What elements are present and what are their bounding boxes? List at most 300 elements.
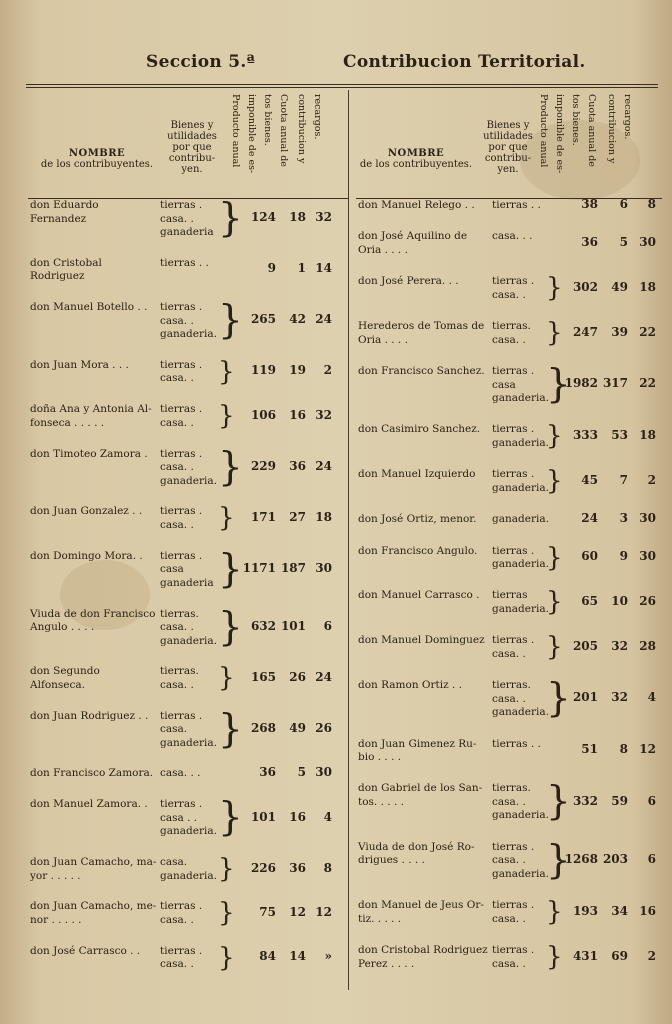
property-item: tierras .: [492, 423, 535, 436]
property-item: tierras .: [160, 199, 203, 211]
cuota-reales: 6: [647, 793, 656, 808]
table-row: [356, 899, 662, 944]
cuota-reales: 2: [323, 363, 332, 378]
producto-value: 1171: [242, 560, 276, 575]
cuota-escudos: 7: [619, 472, 628, 487]
cuota-escudos: 101: [280, 618, 306, 633]
property-item: ganaderia.: [160, 634, 217, 647]
cuota-escudos: 1: [297, 261, 306, 276]
producto-value: 268: [250, 720, 276, 735]
table-row: [356, 837, 662, 899]
property-items: [160, 710, 218, 751]
column-divider: [348, 90, 349, 990]
cuota-reales: 32: [315, 407, 332, 422]
cuota-reales: 30: [639, 234, 656, 249]
cuota-header-line: Cuota anual de: [586, 94, 597, 167]
contributor-name: don Manuel Zamora. .: [30, 798, 148, 811]
contributor-name: Viuda de don Francisco Angulo . . . .: [30, 607, 156, 633]
brace-icon: }: [218, 898, 235, 929]
property-item: tierras .: [492, 544, 535, 557]
producto-value: 229: [250, 458, 276, 473]
brace-icon: }: [218, 795, 243, 841]
producto-value: 101: [250, 809, 276, 824]
property-item: casa. .: [160, 416, 194, 429]
bienes-column-header: Bienes y utilidades por que contribu-yen.: [167, 120, 217, 175]
property-item: tierras.: [492, 320, 531, 333]
page-header: [0, 46, 672, 82]
contributor-name: don Juan Mora . . .: [30, 358, 129, 371]
property-item: ganaderia: [160, 576, 214, 589]
property-items: [160, 798, 218, 839]
brace-icon: }: [546, 542, 563, 573]
contributor-name: don Manuel Izquierdo: [358, 468, 476, 481]
table-row: [356, 320, 662, 365]
producto-header-line: imponible de es-: [554, 94, 565, 174]
brace-icon: }: [218, 444, 243, 490]
name-header-title: NOMBRE: [387, 148, 445, 159]
producto-value: 205: [572, 638, 598, 653]
cuota-escudos: 203: [602, 852, 628, 866]
document-title: Contribucion Territorial.: [343, 52, 586, 72]
property-item: casa. .: [160, 913, 194, 926]
property-item: tierras . .: [492, 737, 541, 750]
producto-value: 265: [250, 312, 276, 327]
property-item: casa. .: [160, 314, 194, 327]
property-item: ganaderia.: [160, 869, 217, 882]
brace-icon: }: [218, 503, 235, 534]
producto-value: 45: [581, 472, 598, 487]
table-row: [28, 546, 348, 608]
contributor-name: don Manuel Botello . .: [30, 301, 148, 314]
cuota-header-line: recargos.: [312, 94, 323, 140]
property-item: ganaderia.: [492, 513, 549, 526]
brace-icon: }: [546, 632, 563, 663]
property-item: tierras .: [160, 709, 203, 722]
property-item: casa. .: [160, 372, 194, 385]
cuota-reales: 6: [323, 618, 332, 633]
cuota-escudos: 49: [611, 279, 628, 294]
table-row: [356, 362, 662, 423]
property-item: casa. .: [492, 333, 526, 346]
cuota-reales: 14: [315, 261, 332, 276]
cuota-escudos: 39: [611, 324, 628, 339]
property-items: [492, 320, 546, 347]
cuota-header-line: contribucion y: [296, 94, 307, 164]
property-items: [160, 608, 218, 649]
property-item: casa. .: [492, 647, 526, 660]
table-row: [356, 423, 662, 468]
property-items: [492, 513, 549, 527]
cuota-reales: 18: [639, 279, 656, 294]
property-item: tierras .: [492, 275, 535, 288]
contributor-name: don Domingo Mora. .: [30, 549, 143, 562]
name-header-sub: de los contribuyentes.: [40, 159, 154, 170]
brace-icon: }: [218, 663, 235, 694]
brace-icon: }: [546, 676, 571, 722]
cuota-reales: 30: [315, 560, 332, 575]
table-row: [28, 505, 348, 549]
producto-value: 36: [259, 765, 276, 780]
table-row: [28, 196, 348, 257]
brace-icon: }: [218, 854, 235, 885]
producto-header-line: Producto anual: [538, 94, 549, 168]
producto-value: 333: [572, 427, 598, 442]
property-items: [492, 544, 549, 572]
property-items: [492, 275, 546, 302]
property-items: [160, 665, 218, 692]
property-item: tierras .: [160, 900, 203, 913]
property-items: [160, 505, 218, 532]
property-items: [160, 257, 218, 271]
table-row: [28, 444, 348, 506]
cuota-escudos: 12: [289, 904, 306, 919]
producto-value: 302: [572, 279, 598, 294]
cuota-escudos: 3: [619, 510, 628, 525]
cuota-reales: 12: [639, 742, 656, 756]
property-items: [492, 634, 546, 661]
property-item: casa . .: [160, 811, 198, 824]
cuota-escudos: 187: [280, 560, 306, 575]
cuota-escudos: 59: [611, 793, 628, 808]
name-column-header: [356, 148, 476, 170]
contributor-name: don Manuel Carrasco .: [358, 589, 480, 602]
contributor-name: don Cristobal Rodriguez Perez . . . .: [358, 944, 488, 970]
cuota-reales: 22: [639, 376, 656, 391]
table-row: [356, 738, 662, 783]
property-item: casa. .: [160, 461, 194, 474]
property-item: casa. .: [492, 795, 526, 808]
cuota-escudos: 26: [289, 669, 306, 684]
property-item: casa. . .: [492, 230, 533, 243]
table-row: [356, 275, 662, 320]
property-items: [160, 900, 218, 927]
table-row: [356, 230, 662, 275]
section-title: Seccion 5.ª: [146, 52, 256, 72]
property-items: [492, 230, 546, 244]
cuota-reales: 26: [639, 593, 656, 608]
contributor-name: don José Ortiz, menor.: [358, 513, 477, 526]
property-item: tierras.: [160, 607, 199, 620]
cuota-reales: 4: [323, 809, 332, 824]
property-item: tierras .: [492, 468, 535, 481]
property-item: ganaderia.: [492, 809, 549, 822]
property-item: casa.: [160, 723, 188, 736]
producto-header-line: tos bienes.: [262, 94, 273, 146]
header-rule: [26, 87, 658, 88]
table-row: [28, 795, 348, 856]
producto-value: 171: [250, 509, 276, 524]
cuota-escudos: 19: [289, 363, 306, 378]
contributor-name: don Francisco Sanchez.: [358, 365, 485, 377]
property-items: [492, 589, 549, 616]
property-item: casa. .: [160, 212, 194, 225]
bienes-column-header: Bienes y utilidades por que contribu-yen.: [483, 120, 533, 175]
cuota-reales: 8: [323, 860, 332, 875]
contributor-name: don Manuel de Jeus Or- tiz. . . . .: [358, 899, 484, 925]
property-items: [492, 468, 549, 495]
cuota-reales: 24: [315, 669, 332, 684]
cuota-escudos: 69: [611, 948, 628, 963]
property-item: casa.: [160, 856, 188, 869]
property-items: [160, 301, 218, 342]
table-row: [28, 900, 348, 944]
name-header-title: NOMBRE: [68, 148, 126, 159]
cuota-header-line: recargos.: [622, 94, 633, 140]
cuota-reales: 22: [639, 324, 656, 339]
property-item: tierras.: [492, 679, 531, 692]
property-items: [160, 550, 218, 591]
producto-value: 193: [572, 903, 598, 918]
property-item: ganaderia.: [492, 867, 549, 880]
table-header: [28, 90, 348, 199]
cuota-reales: 32: [315, 210, 332, 225]
contributor-name: don Juan Camacho, me- nor . . . . .: [30, 900, 157, 926]
property-item: tierras.: [160, 665, 199, 678]
cuota-escudos: 6: [619, 196, 628, 211]
contributor-name: don Ramon Ortiz . .: [358, 679, 463, 692]
brace-icon: }: [546, 587, 563, 618]
cuota-escudos: 36: [289, 458, 306, 473]
property-items: [160, 767, 218, 781]
brace-icon: }: [546, 318, 563, 349]
property-items: [160, 945, 218, 972]
producto-value: 332: [572, 793, 598, 808]
contributor-name: don Timoteo Zamora .: [30, 447, 148, 460]
property-items: [492, 738, 546, 752]
property-item: casa. . .: [160, 767, 201, 780]
producto-value: 36: [581, 234, 598, 249]
property-items: [492, 782, 549, 823]
property-item: ganaderia.: [160, 825, 217, 838]
property-item: tierras .: [160, 301, 203, 314]
property-items: [492, 423, 549, 450]
cuota-reales: 26: [315, 720, 332, 735]
property-item: tierras .: [160, 549, 203, 562]
cuota-reales: 16: [639, 903, 656, 918]
cuota-reales: 28: [639, 638, 656, 653]
cuota-reales: 8: [647, 196, 656, 211]
property-item: tierras .: [492, 944, 535, 956]
table-row: [356, 676, 662, 737]
property-item: tierras .: [160, 358, 203, 371]
cuota-escudos: 8: [619, 742, 628, 756]
contributor-name: don Juan Camacho, ma- yor . . . . .: [30, 856, 157, 882]
brace-icon: }: [218, 942, 235, 973]
brace-icon: }: [546, 421, 563, 452]
property-items: [492, 840, 549, 882]
brace-icon: }: [218, 604, 243, 650]
producto-value: 1268: [564, 852, 598, 866]
contributor-name: don José Aquilino de Oria . . . .: [358, 230, 468, 256]
producto-value: 632: [250, 618, 276, 633]
property-item: casa. .: [160, 518, 194, 531]
table-row: [356, 634, 662, 679]
producto-value: 431: [572, 948, 598, 963]
table-row: [28, 706, 348, 768]
table-row: [356, 944, 662, 989]
header-rule: [26, 84, 658, 85]
property-item: tierras .: [492, 365, 535, 377]
brace-icon: }: [218, 298, 243, 344]
brace-icon: }: [546, 466, 563, 497]
property-item: ganaderia: [160, 226, 214, 238]
cuota-reales: »: [324, 949, 332, 964]
property-items: [492, 899, 546, 926]
cuota-escudos: 53: [611, 427, 628, 442]
property-item: ganaderia.: [492, 481, 549, 494]
name-header-sub: de los contribuyentes.: [359, 159, 473, 170]
producto-header-line: tos bienes.: [570, 94, 581, 146]
producto-value: 84: [259, 949, 276, 964]
contributor-name: don Eduardo Fernandez: [30, 199, 99, 225]
table-body: [356, 196, 662, 989]
brace-icon: }: [546, 837, 571, 883]
property-item: ganaderia.: [160, 474, 217, 487]
producto-header-line: Producto anual: [230, 94, 241, 168]
table-row: [356, 468, 662, 513]
property-item: tierras .: [492, 899, 535, 912]
property-items: [160, 359, 218, 386]
contributor-name: don José Perera. . .: [358, 275, 459, 288]
table-row: [28, 604, 348, 666]
producto-value: 65: [581, 593, 598, 608]
property-item: casa. .: [492, 288, 526, 301]
cuota-escudos: 32: [611, 638, 628, 653]
property-item: tierras .: [160, 798, 203, 811]
brace-icon: }: [218, 356, 235, 387]
property-item: casa. .: [160, 958, 194, 971]
cuota-reales: 30: [315, 765, 332, 780]
table-row: [356, 196, 662, 230]
cuota-reales: 2: [647, 948, 656, 963]
cuota-escudos: 10: [611, 593, 628, 608]
property-item: tierras .: [160, 505, 203, 518]
producto-value: 165: [250, 669, 276, 684]
property-item: tierras . .: [492, 199, 541, 211]
property-items: [160, 403, 218, 430]
left-table: [28, 90, 348, 989]
property-items: [492, 365, 549, 406]
cuota-reales: 18: [315, 509, 332, 524]
brace-icon: }: [546, 942, 563, 972]
producto-value: 9: [267, 261, 276, 276]
property-item: ganaderia.: [160, 328, 217, 341]
property-item: casa. .: [492, 854, 526, 867]
table-row: [356, 779, 662, 840]
property-item: casa. .: [160, 621, 194, 633]
contributor-name: don Juan Gonzalez . .: [30, 505, 143, 518]
property-item: casa. .: [492, 912, 526, 925]
brace-icon: }: [546, 273, 563, 304]
producto-value: 51: [581, 742, 598, 756]
contributor-name: don Cristobal Rodriguez: [30, 256, 102, 283]
contributor-name: don Juan Rodriguez . .: [30, 709, 149, 722]
property-item: tierras: [492, 589, 528, 602]
property-item: tierras .: [160, 944, 203, 957]
table-body: [28, 196, 348, 989]
cuota-escudos: 5: [619, 234, 628, 249]
cuota-header-line: contribucion y: [606, 94, 617, 164]
brace-icon: }: [546, 362, 571, 407]
producto-value: 1982: [564, 376, 598, 391]
property-items: [492, 199, 546, 213]
cuota-reales: 30: [639, 549, 656, 563]
cuota-escudos: 27: [289, 509, 306, 524]
property-item: tierras .: [160, 447, 203, 460]
producto-value: 247: [572, 324, 598, 339]
producto-value: 226: [250, 860, 276, 875]
property-item: tierras.: [492, 782, 531, 795]
property-items: [492, 679, 549, 720]
property-item: casa: [492, 378, 516, 391]
property-item: ganaderia.: [492, 706, 549, 719]
cuota-reales: 4: [647, 690, 656, 705]
brace-icon: }: [218, 196, 243, 241]
brace-icon: }: [218, 546, 243, 592]
contributor-name: don Gabriel de los San- tos. . . . .: [358, 782, 483, 808]
producto-value: 119: [250, 363, 276, 378]
contributor-name: don José Carrasco . .: [30, 944, 141, 957]
table-row: [356, 589, 662, 634]
property-items: [160, 856, 218, 883]
producto-value: 201: [572, 690, 598, 705]
cuota-escudos: 32: [611, 690, 628, 705]
right-table: [356, 90, 662, 989]
table-row: [28, 856, 348, 900]
table-row: [356, 510, 662, 544]
cuota-escudos: 5: [297, 765, 306, 780]
table-row: [28, 942, 348, 989]
producto-value: 24: [581, 510, 598, 525]
cuota-reales: 24: [315, 458, 332, 473]
producto-value: 38: [581, 196, 598, 211]
cuota-reales: 6: [647, 852, 656, 866]
property-item: casa: [160, 563, 184, 576]
property-item: tierras .: [492, 634, 535, 647]
table-row: [356, 542, 662, 590]
cuota-header-line: Cuota anual de: [278, 94, 289, 167]
property-items: [160, 199, 218, 240]
property-item: ganaderia.: [492, 392, 549, 404]
property-items: [492, 944, 546, 971]
property-item: tierras .: [160, 403, 203, 416]
cuota-escudos: 9: [619, 549, 628, 563]
cuota-escudos: 49: [289, 720, 306, 735]
producto-value: 106: [250, 407, 276, 422]
contributor-name: don Francisco Zamora.: [30, 767, 154, 780]
producto-header-line: imponible de es-: [246, 94, 257, 174]
contributor-name: Viuda de don José Ro- drigues . . . .: [358, 840, 475, 867]
producto-value: 75: [259, 904, 276, 919]
contributor-name: don Juan Gimenez Ru- bio . . . .: [358, 737, 477, 763]
cuota-escudos: 317: [602, 376, 628, 391]
cuota-reales: 12: [315, 904, 332, 919]
property-item: casa. .: [492, 692, 526, 705]
table-row: [28, 356, 348, 403]
producto-value: 124: [250, 210, 276, 225]
cuota-escudos: 14: [289, 949, 306, 964]
brace-icon: }: [546, 779, 571, 825]
property-item: tierras . .: [160, 256, 209, 269]
table-row: [28, 767, 348, 798]
brace-icon: }: [546, 897, 563, 928]
contributor-name: don Francisco Angulo.: [358, 544, 478, 557]
cuota-reales: 18: [639, 427, 656, 442]
property-items: [160, 448, 218, 489]
property-item: ganaderia.: [492, 602, 549, 615]
table-row: [28, 298, 348, 359]
property-item: ganaderia.: [492, 436, 549, 449]
